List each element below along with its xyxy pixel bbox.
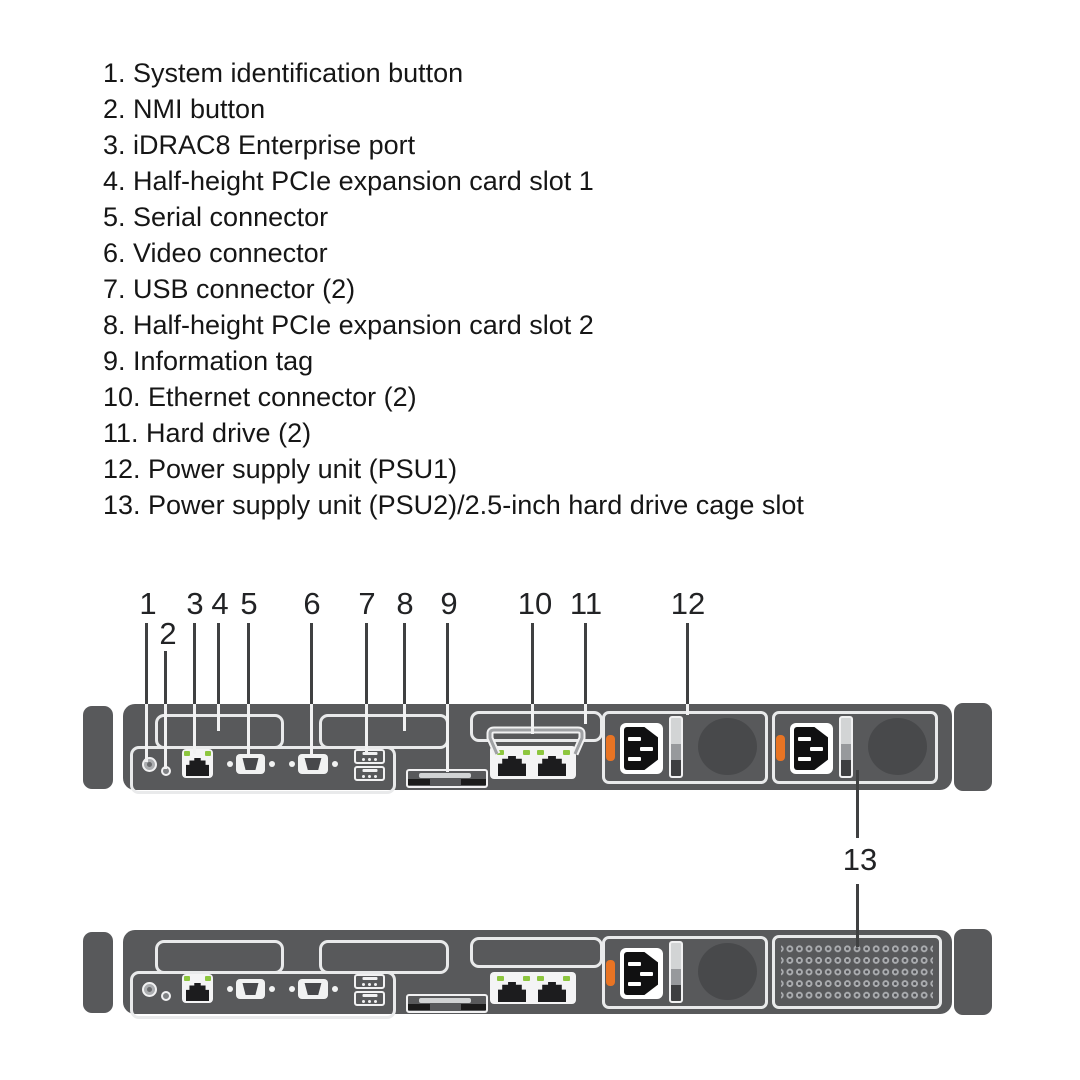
usb-port-icon bbox=[354, 974, 385, 989]
psu-handle bbox=[669, 941, 683, 1003]
usb-port-icon bbox=[354, 766, 385, 781]
list-item: 12. Power supply unit (PSU1) bbox=[103, 454, 458, 484]
screw-hole-icon bbox=[227, 761, 233, 767]
rj45-jack-icon bbox=[538, 756, 566, 776]
pcie-slot2-opening bbox=[319, 714, 449, 749]
serial-connector bbox=[236, 754, 265, 774]
rack-ear-left bbox=[83, 932, 113, 1013]
video-connector bbox=[298, 754, 328, 774]
list-item: 8. Half-height PCIe expansion card slot 2 bbox=[103, 310, 594, 340]
callout-label: 3 bbox=[186, 586, 204, 621]
list-item: 2. NMI button bbox=[103, 94, 266, 124]
callout-label: 4 bbox=[211, 586, 229, 621]
c14-connector-icon bbox=[794, 727, 828, 770]
usb-port-icon bbox=[354, 749, 385, 764]
screw-hole-icon bbox=[332, 761, 338, 767]
rj45-jack-icon bbox=[186, 983, 209, 1001]
led-icon bbox=[497, 976, 504, 981]
pcie-slot1-opening bbox=[155, 940, 284, 974]
callout-label: 13 bbox=[842, 842, 878, 877]
led-icon bbox=[205, 751, 211, 756]
callout-label: 6 bbox=[303, 586, 321, 621]
pcie-slot2-opening bbox=[319, 940, 449, 974]
callout-line bbox=[193, 704, 196, 754]
power-inlet bbox=[620, 948, 663, 999]
list-item: 3. iDRAC8 Enterprise port bbox=[103, 130, 416, 160]
callout-line bbox=[247, 704, 250, 758]
callout-line bbox=[145, 704, 148, 762]
fan-opening bbox=[698, 943, 757, 1000]
callout-line bbox=[164, 651, 167, 704]
c14-connector-icon bbox=[624, 727, 658, 770]
idrac-port bbox=[182, 749, 213, 778]
tag-end bbox=[461, 1004, 486, 1010]
rj45-jack-icon bbox=[186, 758, 209, 776]
rj45-jack-icon bbox=[498, 982, 526, 1002]
callout-label: 1 bbox=[139, 586, 157, 621]
video-connector bbox=[298, 979, 328, 999]
fan-opening bbox=[698, 718, 757, 775]
list-item: 4. Half-height PCIe expansion card slot 1 bbox=[103, 166, 594, 196]
list-item: 7. USB connector (2) bbox=[103, 274, 356, 304]
callout-line bbox=[446, 623, 449, 704]
serial-connector bbox=[236, 979, 265, 999]
psu-latch bbox=[776, 735, 785, 761]
screw-hole-icon bbox=[269, 986, 275, 992]
system-id-button bbox=[142, 982, 157, 997]
list-item: 1. System identification button bbox=[103, 58, 464, 88]
idrac-port bbox=[182, 974, 213, 1003]
led-icon bbox=[205, 976, 211, 981]
psu-latch bbox=[606, 960, 615, 986]
list-item: 5. Serial connector bbox=[103, 202, 329, 232]
tag-end bbox=[408, 779, 430, 785]
list-item: 6. Video connector bbox=[103, 238, 328, 268]
led-icon bbox=[563, 976, 570, 981]
callout-label: 12 bbox=[670, 586, 706, 621]
rj45-jack-icon bbox=[538, 982, 566, 1002]
psu1 bbox=[602, 936, 768, 1009]
c14-connector-icon bbox=[624, 952, 658, 995]
parts-list bbox=[103, 55, 804, 523]
callout-line bbox=[365, 623, 368, 704]
callout-line bbox=[686, 623, 689, 704]
psu-handle bbox=[839, 716, 853, 778]
screw-hole-icon bbox=[227, 986, 233, 992]
rack-ear-left bbox=[83, 706, 113, 789]
nmi-button bbox=[161, 991, 171, 1001]
power-inlet bbox=[620, 723, 663, 774]
callout-line bbox=[856, 884, 859, 947]
led-icon bbox=[184, 751, 190, 756]
hard-drive-handle bbox=[484, 724, 588, 758]
list-item: 9. Information tag bbox=[103, 346, 314, 376]
list-item: 10. Ethernet connector (2) bbox=[103, 382, 417, 412]
list-item: 13. Power supply unit (PSU2)/2.5-inch hard drive cage slot bbox=[103, 490, 804, 520]
screw-hole-icon bbox=[332, 986, 338, 992]
rack-ear-right bbox=[954, 929, 992, 1015]
led-icon bbox=[537, 976, 544, 981]
callout-line bbox=[145, 623, 148, 704]
rack-ear-right bbox=[954, 703, 992, 791]
psu2 bbox=[772, 711, 938, 784]
callout-line bbox=[686, 704, 689, 715]
callout-label: 11 bbox=[569, 586, 603, 621]
screw-hole-icon bbox=[269, 761, 275, 767]
callout-line bbox=[446, 704, 449, 772]
screw-hole-icon bbox=[289, 986, 295, 992]
callout-line bbox=[365, 704, 368, 755]
callout-label: 9 bbox=[440, 586, 458, 621]
callout-line bbox=[856, 770, 859, 838]
fan-opening bbox=[868, 718, 927, 775]
ethernet-ports bbox=[490, 972, 576, 1004]
callout-label: 2 bbox=[159, 616, 177, 651]
callout-label: 8 bbox=[396, 586, 414, 621]
list-item: 11. Hard drive (2) bbox=[103, 418, 312, 448]
callout-line bbox=[247, 623, 250, 704]
callout-line bbox=[217, 704, 220, 731]
callout-line bbox=[193, 623, 196, 704]
callout-line bbox=[531, 623, 534, 704]
callout-line bbox=[584, 704, 587, 724]
usb-port-icon bbox=[354, 991, 385, 1006]
cage-vents bbox=[781, 944, 933, 1000]
callout-line bbox=[531, 704, 534, 734]
power-inlet bbox=[790, 723, 833, 774]
psu-handle bbox=[669, 716, 683, 778]
callout-line bbox=[310, 704, 313, 758]
callout-line bbox=[403, 623, 406, 704]
callout-label: 7 bbox=[358, 586, 376, 621]
callout-line bbox=[310, 623, 313, 704]
callout-line bbox=[584, 623, 587, 704]
hard-drive-bay-opening bbox=[470, 937, 603, 968]
callout-label: 10 bbox=[517, 586, 553, 621]
tag-end bbox=[408, 1004, 430, 1010]
tag-bar bbox=[419, 998, 471, 1003]
tag-bar bbox=[419, 773, 471, 778]
led-icon bbox=[523, 976, 530, 981]
callout-line bbox=[217, 623, 220, 704]
psu-latch bbox=[606, 735, 615, 761]
screw-hole-icon bbox=[289, 761, 295, 767]
led-icon bbox=[184, 976, 190, 981]
callout-line bbox=[403, 704, 406, 731]
callout-label: 5 bbox=[240, 586, 258, 621]
information-tag bbox=[406, 994, 488, 1013]
psu1 bbox=[602, 711, 768, 784]
rj45-jack-icon bbox=[498, 756, 526, 776]
callout-line bbox=[164, 704, 167, 769]
tag-end bbox=[461, 779, 486, 785]
